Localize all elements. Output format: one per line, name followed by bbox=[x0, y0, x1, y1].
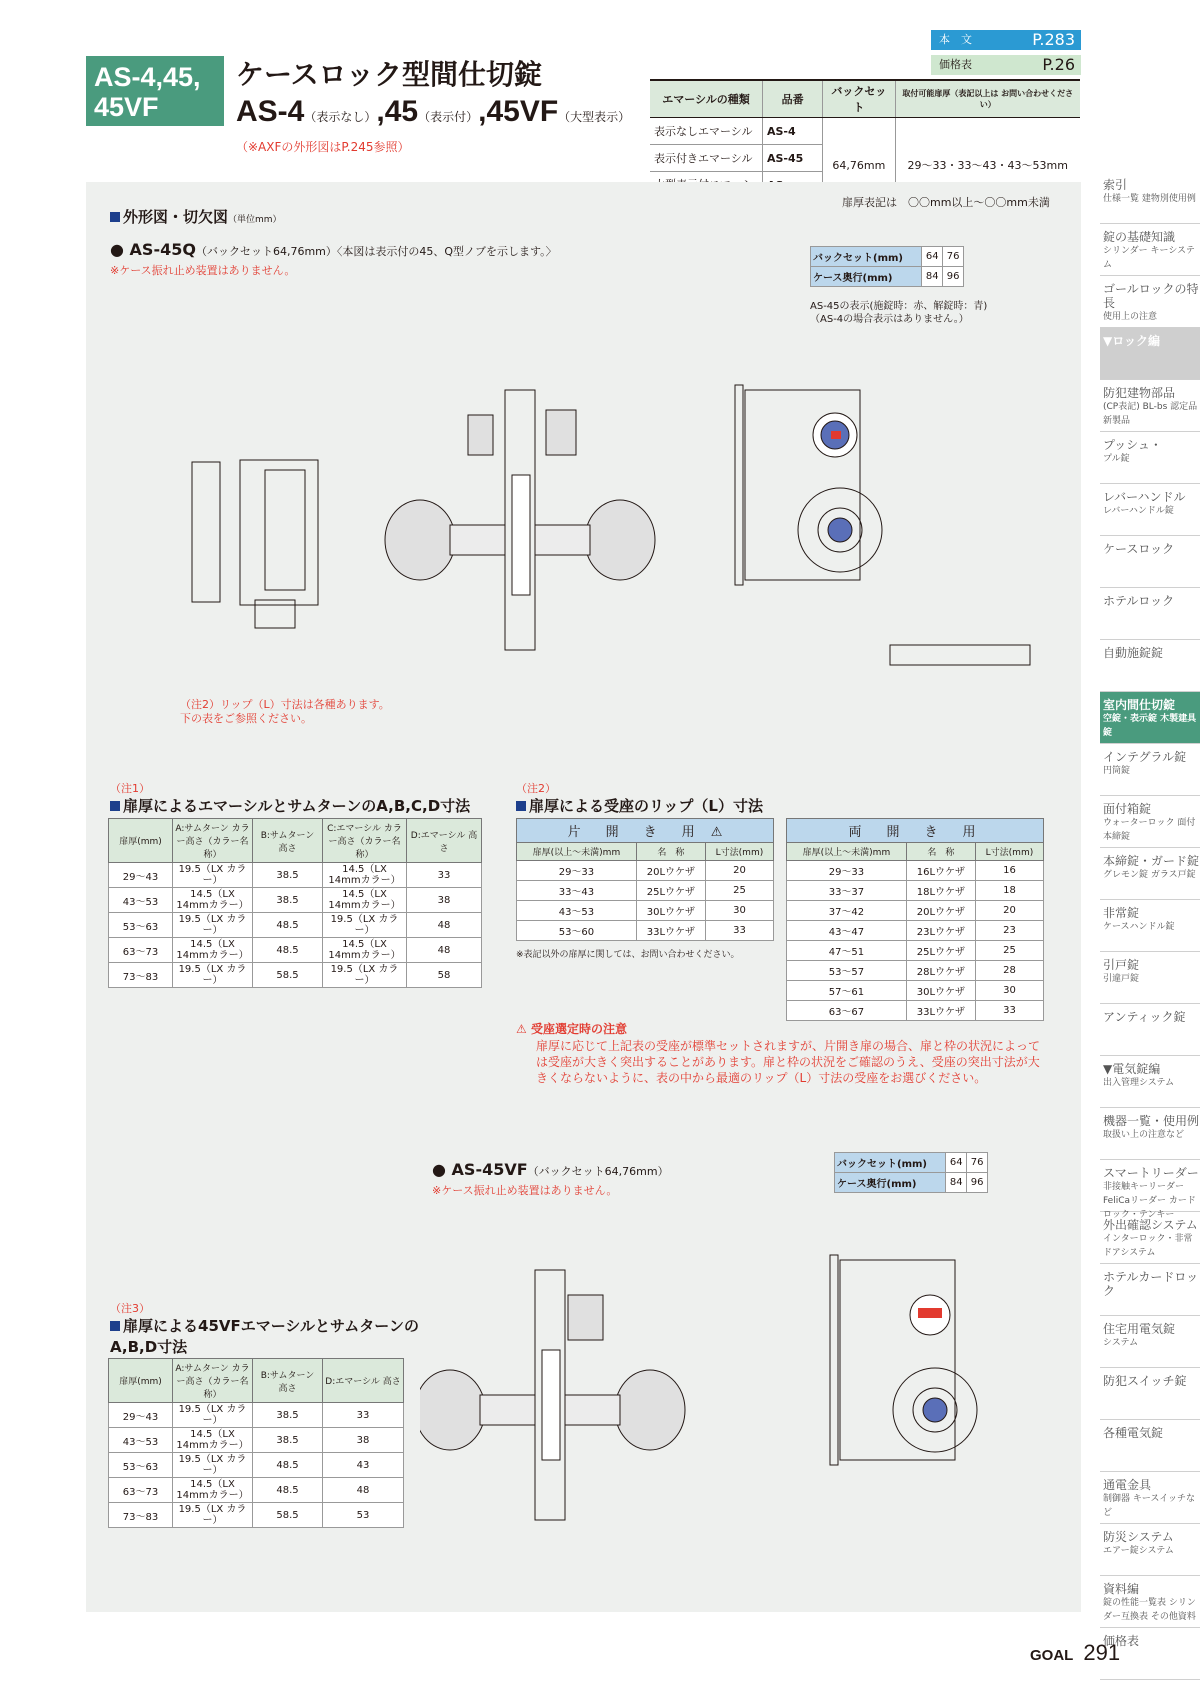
sidebar-item-label: 防犯スイッチ錠 bbox=[1103, 1374, 1187, 1388]
table1-title: 扉厚によるエマーシルとサムターンのA,B,C,D寸法 bbox=[123, 797, 471, 815]
sidebar-item-label: 資料編 bbox=[1103, 1582, 1140, 1596]
top-row2-type: 表示付きエマーシル bbox=[650, 145, 763, 172]
t3-r1-c0: 43～53 bbox=[109, 1428, 173, 1453]
sidebar-item-label: ホテルカードロック bbox=[1103, 1270, 1199, 1298]
t2r-r6-c1: 30Lウケザ bbox=[906, 981, 975, 1001]
sidebar-item[interactable] bbox=[1100, 744, 1200, 796]
t3-r1-c3: 38 bbox=[323, 1428, 404, 1453]
sidebar-item[interactable] bbox=[1100, 1056, 1200, 1108]
ref-honbun[interactable] bbox=[931, 30, 1081, 50]
brand-logo: GOAL bbox=[1030, 1647, 1074, 1664]
sidebar-item-sublabel: 使用上の注意 bbox=[1103, 312, 1158, 322]
sidebar-item[interactable] bbox=[1100, 796, 1200, 848]
sidebar-item[interactable] bbox=[1100, 1576, 1200, 1628]
spindle-hole bbox=[828, 518, 852, 542]
section-outline-unit: （単位mm） bbox=[228, 215, 282, 225]
sidebar-item-sublabel: ケースハンドル錠 bbox=[1103, 922, 1175, 932]
top-th-type: エマーシルの種類 bbox=[650, 80, 763, 118]
table1-heading bbox=[110, 795, 470, 816]
sidebar-item[interactable] bbox=[1100, 1420, 1200, 1472]
table2-square-icon bbox=[516, 801, 526, 811]
title-note: （※AXFの外形図はP.245参照） bbox=[236, 140, 410, 154]
sidebar-item-label: 各種電気錠 bbox=[1103, 1426, 1164, 1440]
sidebar-item-sublabel: 非接触キーリーダー FeliCaリーダー カードロック・テンキー bbox=[1103, 1182, 1196, 1220]
vf-case-front bbox=[830, 1255, 838, 1465]
bt1-backset-76: 76 bbox=[943, 247, 964, 267]
t1-r3-c3: 14.5（LX 14mmカラー） bbox=[323, 938, 407, 963]
t3-r4-c0: 73～83 bbox=[109, 1503, 173, 1528]
sidebar-item[interactable] bbox=[1100, 952, 1200, 1004]
vf-latch-case bbox=[542, 1350, 560, 1460]
model-tag-line2: 45VF bbox=[94, 92, 159, 122]
strike-plate-inner bbox=[265, 470, 305, 590]
indicator-note: AS-45の表示(施錠時：赤、解錠時：青) （AS-4の場合表示はありません。） bbox=[810, 301, 988, 325]
t2r-r0-c1: 16Lウケザ bbox=[906, 861, 975, 881]
subtitle-45vf: ,45VF bbox=[478, 95, 559, 128]
subtitle-45: ,45 bbox=[376, 95, 419, 128]
bt1-label-backset: バックセット(mm) bbox=[811, 247, 922, 267]
t1-r4-c1: 19.5（LX カラー） bbox=[173, 963, 253, 988]
sidebar-item[interactable] bbox=[1100, 1524, 1200, 1576]
sidebar-item-label: 機器一覧・使用例 bbox=[1103, 1114, 1200, 1128]
backset-table-1 bbox=[810, 246, 964, 287]
sidebar-item-label: 引戸錠 bbox=[1103, 958, 1140, 972]
t3-r1-c1: 14.5（LX 14mmカラー） bbox=[173, 1428, 253, 1453]
vf-indicator-red bbox=[918, 1308, 942, 1318]
t2r-r1-c1: 18Lウケザ bbox=[906, 881, 975, 901]
t2r-r5-c1: 28Lウケザ bbox=[906, 961, 975, 981]
sidebar-item-label: 通電金具 bbox=[1103, 1478, 1152, 1492]
table2-heading bbox=[516, 795, 763, 816]
thickness-note: 扉厚表記は 〇〇mm以上～〇〇mm未満 bbox=[842, 196, 1050, 209]
sidebar-item-label: 非常錠 bbox=[1103, 906, 1140, 920]
ref-honbun-label: 本 文 bbox=[939, 33, 972, 46]
t2r-h2: L寸法(mm) bbox=[975, 843, 1043, 861]
sidebar-item-sublabel: 取扱い上の注意など bbox=[1103, 1130, 1185, 1140]
t3-r2-c3: 43 bbox=[323, 1453, 404, 1478]
t3-r2-c2: 48.5 bbox=[253, 1453, 323, 1478]
sidebar-item-label: プッシュ・ bbox=[1103, 438, 1162, 452]
t1-r1-c3: 14.5（LX 14mmカラー） bbox=[323, 888, 407, 913]
table1-pretitle: （注1） bbox=[110, 782, 150, 795]
table3-square-icon bbox=[110, 1321, 120, 1331]
thumbturn bbox=[468, 415, 493, 455]
sidebar-item[interactable] bbox=[1100, 1264, 1200, 1316]
t2l-r1-c0: 33～43 bbox=[517, 881, 637, 901]
sidebar-item[interactable] bbox=[1100, 224, 1200, 276]
table2-single bbox=[516, 818, 774, 941]
strike-plate-front bbox=[240, 460, 318, 605]
sidebar-item-sublabel: システム bbox=[1103, 1338, 1139, 1348]
knob-right bbox=[585, 500, 655, 580]
subtitle-as4: AS-4 bbox=[236, 95, 305, 128]
sidebar-item-label: スマートリーダー bbox=[1103, 1166, 1199, 1180]
sidebar-item-sublabel: ウォーターロック 面付本締錠 bbox=[1103, 818, 1196, 842]
bt2-label-depth: ケース奥行(mm) bbox=[835, 1173, 946, 1193]
model-as45vf-note: ※ケース振れ止め装置はありません。 bbox=[432, 1184, 618, 1197]
case-front bbox=[735, 385, 743, 585]
knob-left bbox=[385, 500, 455, 580]
t1-r2-c2: 48.5 bbox=[253, 913, 323, 938]
sidebar-item[interactable] bbox=[1100, 484, 1200, 536]
sidebar-item-sublabel: シリンダー キーシステム bbox=[1103, 246, 1195, 270]
vf-spindle-hole bbox=[923, 1398, 947, 1422]
t1-r4-c4: 58 bbox=[407, 963, 482, 988]
table1-square-icon bbox=[110, 801, 120, 811]
sidebar-item-sublabel: 制御器 キースイッチなど bbox=[1103, 1494, 1196, 1518]
sidebar-item-sublabel: 出入管理システム bbox=[1103, 1078, 1175, 1088]
sidebar-item-label: 防犯建物部品 bbox=[1103, 386, 1176, 400]
t2r-r2-c2: 20 bbox=[975, 901, 1043, 921]
sidebar-item-label: ▼ロック編 bbox=[1103, 334, 1160, 348]
t3-r3-c2: 48.5 bbox=[253, 1478, 323, 1503]
t3-r0-c1: 19.5（LX カラー） bbox=[173, 1403, 253, 1428]
t2l-r0-c2: 20 bbox=[705, 861, 773, 881]
t2r-r0-c0: 29～33 bbox=[787, 861, 907, 881]
page-subtitle bbox=[236, 94, 630, 135]
t1-r0-c0: 29～43 bbox=[109, 863, 173, 888]
table1 bbox=[108, 818, 482, 988]
model-as45q-heading bbox=[110, 240, 557, 259]
ref-honbun-page: P.283 bbox=[1032, 30, 1075, 49]
t2l-r1-c2: 25 bbox=[705, 881, 773, 901]
t2r-h1: 名 称 bbox=[906, 843, 975, 861]
sidebar-item-label: レバーハンドル bbox=[1103, 490, 1186, 504]
vf-emergency-release bbox=[568, 1295, 603, 1340]
sidebar-item-label: インテグラル錠 bbox=[1103, 750, 1187, 764]
table2-double bbox=[786, 818, 1044, 1021]
sidebar-item-label: ゴールロックの特長 bbox=[1103, 282, 1199, 310]
t1-r4-c3: 19.5（LX カラー） bbox=[323, 963, 407, 988]
table3-title: 扉厚による45VFエマーシルとサムターンの bbox=[123, 1317, 420, 1335]
t2r-r0-c2: 16 bbox=[975, 861, 1043, 881]
vf-knob-right-neck bbox=[565, 1395, 620, 1425]
t1-r3-c1: 14.5（LX 14mmカラー） bbox=[173, 938, 253, 963]
sidebar-item-label: 防災システム bbox=[1103, 1530, 1174, 1544]
t2r-r4-c0: 47～51 bbox=[787, 941, 907, 961]
sidebar-item-sublabel: (CP表記) BL-bs 認定品 新製品 bbox=[1103, 402, 1198, 426]
t1-r4-c0: 73～83 bbox=[109, 963, 173, 988]
knob-right-neck bbox=[535, 525, 590, 555]
t2l-r2-c0: 43～53 bbox=[517, 901, 637, 921]
t3-r2-c1: 19.5（LX カラー） bbox=[173, 1453, 253, 1478]
t2r-r6-c0: 57～61 bbox=[787, 981, 907, 1001]
vf-knob-left-neck bbox=[480, 1395, 535, 1425]
t3-r2-c0: 53～63 bbox=[109, 1453, 173, 1478]
bt1-depth-96: 96 bbox=[943, 267, 964, 287]
bt2-backset-64: 64 bbox=[946, 1153, 967, 1173]
subtitle-45vf-note: （大型表示） bbox=[558, 110, 631, 124]
section-outline-title: 外形図・切欠図 bbox=[123, 208, 229, 226]
t2r-r1-c0: 33～37 bbox=[787, 881, 907, 901]
t1-h4: D:エマーシル 高さ bbox=[407, 819, 482, 863]
sidebar-item[interactable] bbox=[1100, 1472, 1200, 1524]
t2r-r7-c0: 63～67 bbox=[787, 1001, 907, 1021]
sidebar-item-label: アンティック錠 bbox=[1103, 1010, 1186, 1024]
sidebar-item[interactable] bbox=[1100, 380, 1200, 432]
t2l-r3-c0: 53～60 bbox=[517, 921, 637, 941]
t2r-r3-c2: 23 bbox=[975, 921, 1043, 941]
t3-r1-c2: 38.5 bbox=[253, 1428, 323, 1453]
t2r-r3-c0: 43～47 bbox=[787, 921, 907, 941]
t3-h0: 扉厚(mm) bbox=[109, 1359, 173, 1403]
sidebar-item[interactable] bbox=[1100, 1108, 1200, 1160]
sidebar-item-label: ホテルロック bbox=[1103, 594, 1175, 608]
drawing-as45q bbox=[150, 340, 1070, 720]
t2l-h2: L寸法(mm) bbox=[705, 843, 773, 861]
sidebar-item-label: 価格表 bbox=[1103, 1634, 1140, 1648]
sidebar-item[interactable] bbox=[1100, 692, 1200, 744]
section-square-icon bbox=[110, 212, 120, 222]
knob-left-neck bbox=[450, 525, 505, 555]
t1-r4-c2: 58.5 bbox=[253, 963, 323, 988]
ref-kakaku-label: 価格表 bbox=[939, 58, 972, 71]
t2l-r0-c0: 29～33 bbox=[517, 861, 637, 881]
sidebar-item-sublabel: プル錠 bbox=[1103, 454, 1130, 464]
model-as45vf-title: AS-45VF bbox=[451, 1160, 528, 1179]
top-row2-model: AS-45 bbox=[763, 145, 823, 172]
table3-pretitle: （注3） bbox=[110, 1302, 150, 1315]
t2l-r3-c1: 33Lウケザ bbox=[636, 921, 705, 941]
model-tag-line1: AS-4,45, bbox=[94, 62, 201, 92]
sidebar-item-label: 錠の基礎知識 bbox=[1103, 230, 1176, 244]
sidebar-item-sublabel: 円筒錠 bbox=[1103, 766, 1131, 776]
t1-h1: A:サムターン カラー高さ（カラー名称） bbox=[173, 819, 253, 863]
t2l-r2-c1: 30Lウケザ bbox=[636, 901, 705, 921]
sidebar-item[interactable] bbox=[1100, 1160, 1200, 1220]
t1-r0-c4: 33 bbox=[407, 863, 482, 888]
vf-knob-right bbox=[615, 1370, 685, 1450]
t1-r1-c4: 38 bbox=[407, 888, 482, 913]
sidebar-item[interactable] bbox=[1100, 276, 1200, 328]
t2r-r4-c1: 25Lウケザ bbox=[906, 941, 975, 961]
t3-h2: B:サムターン 高さ bbox=[253, 1359, 323, 1403]
t2r-r1-c2: 18 bbox=[975, 881, 1043, 901]
backset-table-2 bbox=[834, 1152, 988, 1193]
t3-r4-c1: 19.5（LX カラー） bbox=[173, 1503, 253, 1528]
table3-heading bbox=[110, 1315, 420, 1357]
bullet-icon: ● bbox=[110, 240, 130, 259]
vf-knob-left bbox=[420, 1370, 485, 1450]
sidebar-item[interactable] bbox=[1100, 432, 1200, 484]
t1-h2: B:サムターン 高さ bbox=[253, 819, 323, 863]
bt2-depth-96: 96 bbox=[967, 1173, 988, 1193]
sidebar-nav bbox=[1100, 172, 1200, 1680]
ref-kakaku-page: P.26 bbox=[1042, 55, 1075, 74]
top-row1-type: 表示なしエマーシル bbox=[650, 118, 763, 145]
model-as45q-desc: （バックセット64,76mm）〈本図は表示付の45、Q型ノブを示します。〉 bbox=[195, 245, 557, 258]
sidebar-item-sublabel: 空錠・表示錠 木製建具錠 bbox=[1103, 714, 1197, 738]
latch-case bbox=[512, 475, 530, 595]
t2l-r3-c2: 33 bbox=[705, 921, 773, 941]
t3-r3-c0: 63～73 bbox=[109, 1478, 173, 1503]
bt2-depth-84: 84 bbox=[946, 1173, 967, 1193]
page-title: ケースロック型間仕切錠 bbox=[236, 58, 543, 91]
bt1-label-depth: ケース奥行(mm) bbox=[811, 267, 922, 287]
model-as45q-title: AS-45Q bbox=[129, 240, 196, 259]
top-row1-model: AS-4 bbox=[763, 118, 823, 145]
sidebar-item[interactable] bbox=[1100, 172, 1200, 224]
t2l-r2-c2: 30 bbox=[705, 901, 773, 921]
sidebar-item[interactable] bbox=[1100, 1368, 1200, 1420]
t2r-r3-c1: 23Lウケザ bbox=[906, 921, 975, 941]
sidebar-item-label: ▼電気錠編 bbox=[1103, 1062, 1161, 1076]
t3-h3: D:エマーシル 高さ bbox=[323, 1359, 404, 1403]
sidebar-item-sublabel: 仕様一覧 建物別使用例 bbox=[1103, 194, 1196, 204]
page-number-value: 291 bbox=[1083, 1640, 1121, 1665]
top-th-model: 品番 bbox=[763, 80, 823, 118]
model-as45vf-desc: （バックセット64,76mm） bbox=[527, 1165, 669, 1178]
model-tag bbox=[86, 56, 224, 126]
sidebar-item-label: 自動施錠錠 bbox=[1103, 646, 1164, 660]
t2r-r7-c2: 33 bbox=[975, 1001, 1043, 1021]
t2-left-title-text: 片 開 き 用 bbox=[567, 825, 701, 840]
sidebar-item[interactable] bbox=[1100, 1212, 1200, 1264]
t2r-r5-c2: 28 bbox=[975, 961, 1043, 981]
sidebar-item[interactable] bbox=[1100, 640, 1200, 692]
t2-right-title: 両 開 き 用 bbox=[787, 819, 1044, 843]
t3-r4-c2: 58.5 bbox=[253, 1503, 323, 1528]
indicator-red bbox=[831, 431, 841, 439]
t1-r3-c2: 48.5 bbox=[253, 938, 323, 963]
page-number bbox=[1030, 1640, 1120, 1666]
sidebar-item-label: ケースロック bbox=[1103, 542, 1175, 556]
t1-r0-c2: 38.5 bbox=[253, 863, 323, 888]
t2l-h1: 名 称 bbox=[636, 843, 705, 861]
top-thickness: 29～33・33～43・43～53mm bbox=[895, 118, 1080, 214]
table2-note: ※表記以外の扉厚に関しては、お問い合わせください。 bbox=[516, 950, 740, 960]
t2-left-title bbox=[517, 819, 774, 843]
table2-title: 扉厚による受座のリップ（L）寸法 bbox=[529, 797, 763, 815]
sidebar-item[interactable] bbox=[1100, 900, 1200, 952]
sidebar-item[interactable] bbox=[1100, 328, 1200, 380]
sidebar-item-label: 本締錠・ガード錠 bbox=[1103, 854, 1200, 868]
sidebar-item[interactable] bbox=[1100, 848, 1200, 900]
bt1-backset-64: 64 bbox=[922, 247, 943, 267]
sidebar-item[interactable] bbox=[1100, 1316, 1200, 1368]
t2r-r4-c2: 25 bbox=[975, 941, 1043, 961]
bullet-icon-2: ● bbox=[432, 1160, 452, 1179]
sidebar-item-label: 室内間仕切錠 bbox=[1103, 698, 1176, 712]
t1-r0-c1: 19.5（LX カラー） bbox=[173, 863, 253, 888]
sidebar-item[interactable] bbox=[1100, 536, 1200, 588]
t1-h0: 扉厚(mm) bbox=[109, 819, 173, 863]
t2r-r6-c2: 30 bbox=[975, 981, 1043, 1001]
t2r-h0: 扉厚(以上～未満)mm bbox=[787, 843, 907, 861]
sidebar-item[interactable] bbox=[1100, 1004, 1200, 1056]
sidebar-item-label: 索引 bbox=[1103, 178, 1128, 192]
t2r-r7-c1: 33Lウケザ bbox=[906, 1001, 975, 1021]
t3-r0-c2: 38.5 bbox=[253, 1403, 323, 1428]
top-th-thickness: 取付可能扉厚（表記以上は お問い合わせください） bbox=[895, 80, 1080, 118]
bt1-depth-84: 84 bbox=[922, 267, 943, 287]
caution-title: 受座選定時の注意 bbox=[530, 1022, 627, 1036]
sidebar-item-label: 住宅用電気錠 bbox=[1103, 1322, 1176, 1336]
strike-plate-side bbox=[192, 462, 220, 602]
t1-r1-c1: 14.5（LX 14mmカラー） bbox=[173, 888, 253, 913]
t2r-r2-c1: 20Lウケザ bbox=[906, 901, 975, 921]
t2l-r0-c1: 20Lウケザ bbox=[636, 861, 705, 881]
t3-r3-c3: 48 bbox=[323, 1478, 404, 1503]
emergency-release bbox=[546, 410, 576, 455]
model-as45vf-heading bbox=[432, 1160, 669, 1179]
strike-lip bbox=[255, 600, 295, 628]
t1-r2-c4: 48 bbox=[407, 913, 482, 938]
table3 bbox=[108, 1358, 404, 1528]
latch-bolt-side bbox=[890, 645, 1030, 665]
t2l-r1-c1: 25Lウケザ bbox=[636, 881, 705, 901]
subtitle-as4-note: （表示なし） bbox=[304, 110, 377, 124]
sidebar-item-sublabel: グレモン錠 ガラス戸錠 bbox=[1103, 870, 1196, 880]
t1-r1-c2: 38.5 bbox=[253, 888, 323, 913]
t1-r0-c3: 14.5（LX 14mmカラー） bbox=[323, 863, 407, 888]
t1-r3-c4: 48 bbox=[407, 938, 482, 963]
t1-r2-c0: 53～63 bbox=[109, 913, 173, 938]
caution-body: 扉厚に応じて上記表の受座が標準セットされますが、片開き扉の場合、扉と枠の状況によっては受座が大きく突出することがあります。扉と枠の状況をご確認のうえ、受座の突出寸法が大きくならないように、表の中から最適のリップ（L）寸法の受座をお選びください。 bbox=[536, 1039, 1041, 1085]
t1-h3: C:エマーシル カラー高さ（カラー名称） bbox=[323, 819, 407, 863]
t2r-r2-c0: 37～42 bbox=[787, 901, 907, 921]
t1-r2-c3: 19.5（LX カラー） bbox=[323, 913, 407, 938]
sidebar-item-sublabel: レバーハンドル錠 bbox=[1103, 506, 1174, 516]
drawing-as45vf bbox=[420, 1210, 1060, 1550]
lip-note: （注2）リップ（L）寸法は各種あります。 下の表をご参照ください。 bbox=[180, 698, 390, 725]
section-outline-heading bbox=[110, 206, 282, 227]
t1-r1-c0: 43～53 bbox=[109, 888, 173, 913]
top-backset: 64,76mm bbox=[823, 118, 895, 214]
bt2-label-backset: バックセット(mm) bbox=[835, 1153, 946, 1173]
sidebar-item-sublabel: 引違戸錠 bbox=[1103, 974, 1140, 984]
bt2-backset-76: 76 bbox=[967, 1153, 988, 1173]
t2r-r5-c0: 53～57 bbox=[787, 961, 907, 981]
model-as45q-note: ※ケース振れ止め装置はありません。 bbox=[110, 264, 296, 277]
sidebar-item-label: 外出確認システム bbox=[1103, 1218, 1198, 1232]
sidebar-item-label: 面付箱錠 bbox=[1103, 802, 1152, 816]
t3-r4-c3: 53 bbox=[323, 1503, 404, 1528]
sidebar-item-sublabel: 錠の性能一覧表 シリンダー互換表 その他資料 bbox=[1103, 1598, 1196, 1622]
t3-r0-c0: 29～43 bbox=[109, 1403, 173, 1428]
table2-pretitle: （注2） bbox=[516, 782, 556, 795]
sidebar-item-sublabel: インターロック・非常ドアシステム bbox=[1103, 1234, 1193, 1258]
t3-r3-c1: 14.5（LX 14mmカラー） bbox=[173, 1478, 253, 1503]
t2l-h0: 扉厚(以上～未満)mm bbox=[517, 843, 637, 861]
t3-r0-c3: 33 bbox=[323, 1403, 404, 1428]
subtitle-45-note: （表示付） bbox=[418, 110, 479, 124]
t1-r2-c1: 19.5（LX カラー） bbox=[173, 913, 253, 938]
sidebar-item[interactable] bbox=[1100, 588, 1200, 640]
top-th-backset: バックセット bbox=[823, 80, 895, 118]
t3-h1: A:サムターン カラー高さ（カラー名称） bbox=[173, 1359, 253, 1403]
caution-heading bbox=[516, 1020, 627, 1037]
caution-warning-icon: ⚠ bbox=[516, 1022, 531, 1036]
table3-title2: A,B,D寸法 bbox=[110, 1338, 188, 1356]
ref-kakaku[interactable] bbox=[931, 55, 1081, 75]
warning-icon: ⚠ bbox=[710, 825, 723, 840]
sidebar-item-sublabel: エアー錠システム bbox=[1103, 1546, 1174, 1556]
t1-r3-c0: 63～73 bbox=[109, 938, 173, 963]
